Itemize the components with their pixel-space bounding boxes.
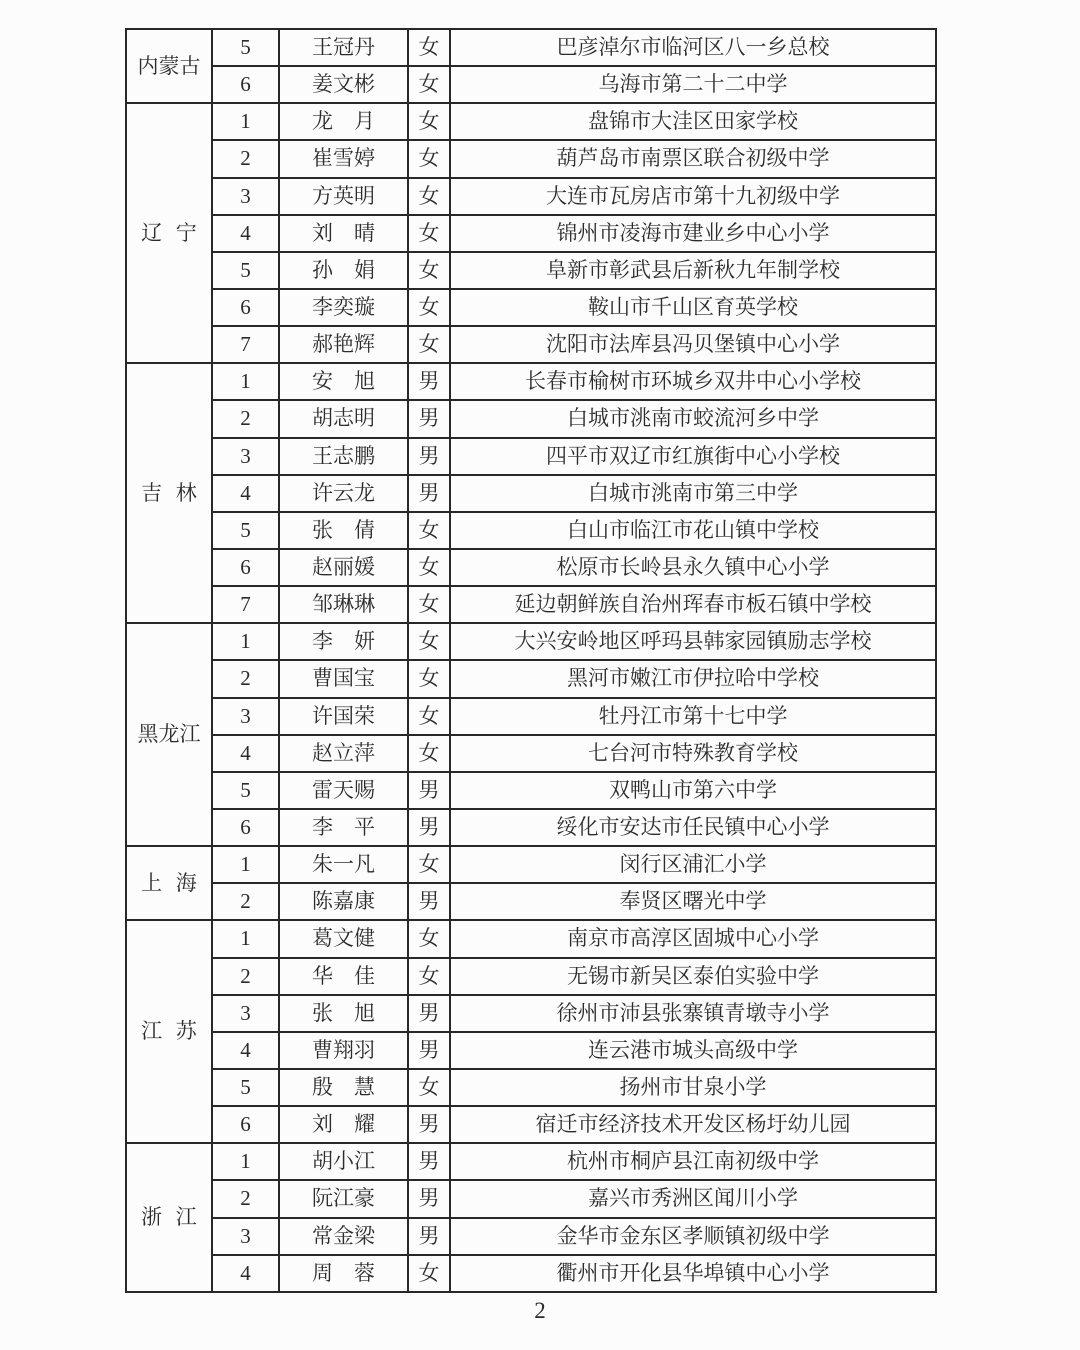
gender-cell: 女 (408, 698, 450, 735)
school-cell: 盘锦市大洼区田家学校 (450, 103, 936, 140)
table-row (126, 29, 936, 66)
table-row (126, 252, 936, 289)
gender-cell: 女 (408, 920, 450, 957)
index-cell: 5 (212, 1069, 279, 1106)
school-cell: 延边朝鲜族自治州珲春市板石镇中学校 (450, 586, 936, 623)
table-row (126, 958, 936, 995)
school-cell: 七台河市特殊教育学校 (450, 735, 936, 772)
school-cell: 白城市洮南市蛟流河乡中学 (450, 400, 936, 437)
table-row (126, 623, 936, 660)
school-cell: 乌海市第二十二中学 (450, 66, 936, 103)
name-cell: 龙 月 (279, 103, 408, 140)
gender-cell: 女 (408, 1255, 450, 1292)
gender-cell: 女 (408, 29, 450, 66)
school-cell: 大兴安岭地区呼玛县韩家园镇励志学校 (450, 623, 936, 660)
table-row (126, 1106, 936, 1143)
index-cell: 4 (212, 1032, 279, 1069)
index-cell: 4 (212, 1255, 279, 1292)
gender-cell: 女 (408, 958, 450, 995)
table-row (126, 363, 936, 400)
name-cell: 朱一凡 (279, 846, 408, 883)
gender-cell: 女 (408, 586, 450, 623)
name-cell: 崔雪婷 (279, 140, 408, 177)
province-cell: 内蒙古 (126, 29, 212, 103)
index-cell: 3 (212, 995, 279, 1032)
table-row (126, 809, 936, 846)
index-cell: 1 (212, 103, 279, 140)
name-cell: 赵丽媛 (279, 549, 408, 586)
province-cell: 吉林 (126, 363, 212, 623)
gender-cell: 女 (408, 140, 450, 177)
index-cell: 1 (212, 623, 279, 660)
index-cell: 7 (212, 586, 279, 623)
index-cell: 2 (212, 400, 279, 437)
table-row (126, 1180, 936, 1217)
gender-cell: 男 (408, 363, 450, 400)
table-row (126, 772, 936, 809)
name-cell: 陈嘉康 (279, 883, 408, 920)
table-row (126, 698, 936, 735)
gender-cell: 女 (408, 103, 450, 140)
province-cell: 黑龙江 (126, 623, 212, 846)
school-cell: 无锡市新吴区泰伯实验中学 (450, 958, 936, 995)
name-cell: 胡志明 (279, 400, 408, 437)
school-cell: 大连市瓦房店市第十九初级中学 (450, 178, 936, 215)
school-cell: 松原市长岭县永久镇中心小学 (450, 549, 936, 586)
gender-cell: 男 (408, 1106, 450, 1143)
index-cell: 1 (212, 363, 279, 400)
name-cell: 胡小江 (279, 1143, 408, 1180)
index-cell: 2 (212, 140, 279, 177)
table-row (126, 920, 936, 957)
table-row (126, 438, 936, 475)
school-cell: 双鸭山市第六中学 (450, 772, 936, 809)
gender-cell: 女 (408, 660, 450, 697)
table-row (126, 400, 936, 437)
school-cell: 奉贤区曙光中学 (450, 883, 936, 920)
index-cell: 2 (212, 883, 279, 920)
name-cell: 常金梁 (279, 1218, 408, 1255)
name-cell: 郝艳辉 (279, 326, 408, 363)
table-row (126, 1255, 936, 1292)
school-cell: 扬州市甘泉小学 (450, 1069, 936, 1106)
table-row (126, 586, 936, 623)
school-cell: 葫芦岛市南票区联合初级中学 (450, 140, 936, 177)
gender-cell: 女 (408, 326, 450, 363)
name-cell: 王冠丹 (279, 29, 408, 66)
table-row (126, 1032, 936, 1069)
table-row (126, 995, 936, 1032)
gender-cell: 女 (408, 178, 450, 215)
gender-cell: 女 (408, 735, 450, 772)
table-row (126, 326, 936, 363)
school-cell: 沈阳市法库县冯贝堡镇中心小学 (450, 326, 936, 363)
name-cell: 殷 慧 (279, 1069, 408, 1106)
name-cell: 姜文彬 (279, 66, 408, 103)
name-cell: 雷天赐 (279, 772, 408, 809)
school-cell: 金华市金东区孝顺镇初级中学 (450, 1218, 936, 1255)
school-cell: 宿迁市经济技术开发区杨圩幼儿园 (450, 1106, 936, 1143)
name-cell: 华 佳 (279, 958, 408, 995)
table-row (126, 140, 936, 177)
province-cell: 辽宁 (126, 103, 212, 363)
gender-cell: 男 (408, 772, 450, 809)
index-cell: 6 (212, 549, 279, 586)
gender-cell: 男 (408, 1180, 450, 1217)
name-cell: 邹琳琳 (279, 586, 408, 623)
table-row (126, 103, 936, 140)
name-cell: 赵立萍 (279, 735, 408, 772)
gender-cell: 男 (408, 883, 450, 920)
name-cell: 张 旭 (279, 995, 408, 1032)
table-row (126, 215, 936, 252)
table-row (126, 475, 936, 512)
index-cell: 2 (212, 1180, 279, 1217)
index-cell: 5 (212, 512, 279, 549)
index-cell: 1 (212, 1143, 279, 1180)
index-cell: 2 (212, 660, 279, 697)
school-cell: 锦州市凌海市建业乡中心小学 (450, 215, 936, 252)
index-cell: 3 (212, 698, 279, 735)
table-row (126, 549, 936, 586)
index-cell: 4 (212, 735, 279, 772)
gender-cell: 女 (408, 252, 450, 289)
name-cell: 李 平 (279, 809, 408, 846)
gender-cell: 男 (408, 1218, 450, 1255)
name-cell: 安 旭 (279, 363, 408, 400)
name-cell: 刘 晴 (279, 215, 408, 252)
school-cell: 鞍山市千山区育英学校 (450, 289, 936, 326)
index-cell: 2 (212, 958, 279, 995)
index-cell: 5 (212, 252, 279, 289)
table-row (126, 512, 936, 549)
name-cell: 曹翔羽 (279, 1032, 408, 1069)
table-row (126, 660, 936, 697)
name-cell: 曹国宝 (279, 660, 408, 697)
province-cell: 浙江 (126, 1143, 212, 1292)
school-cell: 连云港市城头高级中学 (450, 1032, 936, 1069)
table-row (126, 66, 936, 103)
name-cell: 王志鹏 (279, 438, 408, 475)
school-cell: 巴彦淖尔市临河区八一乡总校 (450, 29, 936, 66)
province-cell: 江苏 (126, 920, 212, 1143)
table-row (126, 846, 936, 883)
table-row (126, 1069, 936, 1106)
index-cell: 1 (212, 920, 279, 957)
gender-cell: 男 (408, 475, 450, 512)
index-cell: 6 (212, 809, 279, 846)
table-row (126, 178, 936, 215)
gender-cell: 男 (408, 438, 450, 475)
gender-cell: 男 (408, 1032, 450, 1069)
index-cell: 3 (212, 178, 279, 215)
page-number: 2 (534, 1298, 546, 1323)
province-cell: 上海 (126, 846, 212, 920)
gender-cell: 女 (408, 289, 450, 326)
index-cell: 6 (212, 289, 279, 326)
name-cell: 阮江豪 (279, 1180, 408, 1217)
school-cell: 阜新市彰武县后新秋九年制学校 (450, 252, 936, 289)
index-cell: 6 (212, 1106, 279, 1143)
school-cell: 绥化市安达市任民镇中心小学 (450, 809, 936, 846)
gender-cell: 女 (408, 512, 450, 549)
gender-cell: 女 (408, 1069, 450, 1106)
name-cell: 葛文健 (279, 920, 408, 957)
name-cell: 李奕璇 (279, 289, 408, 326)
gender-cell: 女 (408, 66, 450, 103)
table-row (126, 735, 936, 772)
table-row (126, 1143, 936, 1180)
gender-cell: 男 (408, 400, 450, 437)
name-cell: 孙 娟 (279, 252, 408, 289)
school-cell: 南京市高淳区固城中心小学 (450, 920, 936, 957)
gender-cell: 男 (408, 1143, 450, 1180)
table-row (126, 883, 936, 920)
gender-cell: 女 (408, 549, 450, 586)
gender-cell: 女 (408, 846, 450, 883)
gender-cell: 男 (408, 809, 450, 846)
gender-cell: 女 (408, 623, 450, 660)
index-cell: 6 (212, 66, 279, 103)
name-cell: 许云龙 (279, 475, 408, 512)
school-cell: 嘉兴市秀洲区闻川小学 (450, 1180, 936, 1217)
school-cell: 闵行区浦汇小学 (450, 846, 936, 883)
index-cell: 5 (212, 29, 279, 66)
school-cell: 徐州市沛县张寨镇青墩寺小学 (450, 995, 936, 1032)
school-cell: 杭州市桐庐县江南初级中学 (450, 1143, 936, 1180)
index-cell: 3 (212, 438, 279, 475)
gender-cell: 女 (408, 215, 450, 252)
table-row (126, 289, 936, 326)
gender-cell: 男 (408, 995, 450, 1032)
name-cell: 刘 耀 (279, 1106, 408, 1143)
school-cell: 长春市榆树市环城乡双井中心小学校 (450, 363, 936, 400)
name-cell: 许国荣 (279, 698, 408, 735)
table-row (126, 1218, 936, 1255)
school-cell: 黑河市嫩江市伊拉哈中学校 (450, 660, 936, 697)
school-cell: 四平市双辽市红旗街中心小学校 (450, 438, 936, 475)
school-cell: 牡丹江市第十七中学 (450, 698, 936, 735)
name-cell: 李 妍 (279, 623, 408, 660)
name-cell: 张 倩 (279, 512, 408, 549)
school-cell: 白山市临江市花山镇中学校 (450, 512, 936, 549)
index-cell: 1 (212, 846, 279, 883)
index-cell: 4 (212, 475, 279, 512)
index-cell: 5 (212, 772, 279, 809)
index-cell: 4 (212, 215, 279, 252)
index-cell: 3 (212, 1218, 279, 1255)
school-cell: 衢州市开化县华埠镇中心小学 (450, 1255, 936, 1292)
roster-table (125, 28, 937, 1293)
name-cell: 周 蓉 (279, 1255, 408, 1292)
index-cell: 7 (212, 326, 279, 363)
school-cell: 白城市洮南市第三中学 (450, 475, 936, 512)
name-cell: 方英明 (279, 178, 408, 215)
